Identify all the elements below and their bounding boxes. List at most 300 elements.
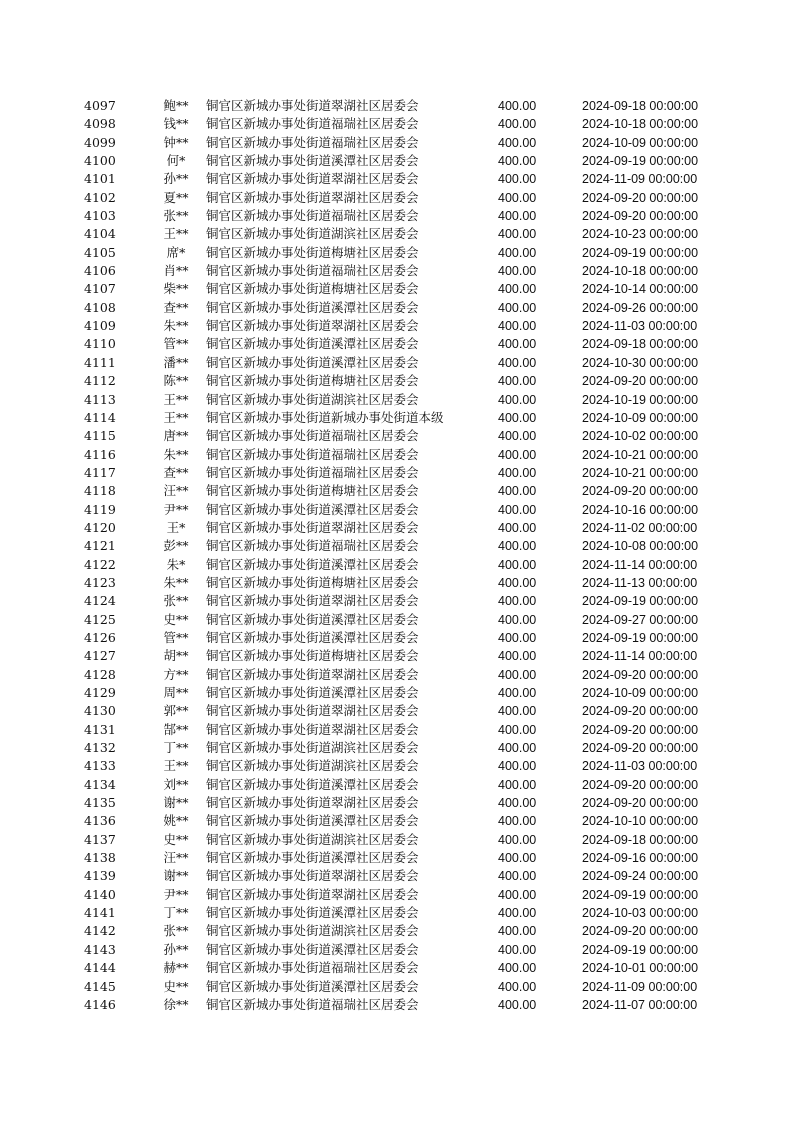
table-row [84, 97, 732, 115]
table-row [84, 739, 732, 757]
table-row [84, 317, 732, 335]
row-name-cell: 郜** [163, 721, 189, 737]
row-amount-cell: 400.00 [498, 924, 537, 939]
row-amount-cell: 400.00 [498, 227, 537, 242]
row-name-cell: 郭** [163, 703, 189, 719]
row-id-cell: 4108 [84, 299, 116, 315]
row-amount-cell: 400.00 [498, 869, 537, 884]
row-amount-cell: 400.00 [498, 135, 537, 150]
row-id-cell: 4137 [84, 831, 116, 847]
row-organization-cell: 铜官区新城办事处街道翠湖社区居委会 [206, 666, 419, 682]
table-row [84, 391, 732, 409]
row-organization-cell: 铜官区新城办事处街道福瑞社区居委会 [206, 464, 419, 480]
row-amount-cell: 400.00 [498, 906, 537, 921]
row-datetime-cell: 2024-09-19 00:00:00 [582, 154, 699, 169]
row-name-cell: 席* [166, 244, 186, 260]
table-row [84, 666, 732, 684]
row-organization-cell: 铜官区新城办事处街道梅塘社区居委会 [206, 483, 419, 499]
records-table-body [84, 97, 732, 1014]
row-amount-cell: 400.00 [498, 154, 537, 169]
row-name-cell: 孙** [163, 941, 189, 957]
row-organization-cell: 铜官区新城办事处街道湖滨社区居委会 [206, 758, 419, 774]
row-id-cell: 4102 [84, 189, 116, 205]
row-id-cell: 4106 [84, 263, 116, 279]
row-amount-cell: 400.00 [498, 630, 537, 645]
row-amount-cell: 400.00 [498, 520, 537, 535]
row-organization-cell: 铜官区新城办事处街道翠湖社区居委会 [206, 519, 419, 535]
row-id-cell: 4116 [84, 446, 116, 462]
row-name-cell: 彭** [163, 538, 189, 554]
row-name-cell: 查** [163, 464, 189, 480]
row-id-cell: 4117 [84, 464, 116, 480]
row-id-cell: 4146 [84, 996, 116, 1012]
row-name-cell: 王* [166, 519, 186, 535]
row-organization-cell: 铜官区新城办事处街道溪潭社区居委会 [206, 776, 419, 792]
row-name-cell: 胡** [163, 648, 189, 664]
row-amount-cell: 400.00 [498, 484, 537, 499]
row-name-cell: 丁** [163, 740, 189, 756]
row-id-cell: 4111 [84, 354, 116, 370]
row-name-cell: 柴** [163, 281, 189, 297]
row-id-cell: 4134 [84, 776, 116, 792]
row-name-cell: 方** [163, 666, 189, 682]
row-id-cell: 4098 [84, 116, 116, 132]
row-organization-cell: 铜官区新城办事处街道翠湖社区居委会 [206, 593, 419, 609]
row-amount-cell: 400.00 [498, 667, 537, 682]
table-row [84, 886, 732, 904]
row-organization-cell: 铜官区新城办事处街道溪潭社区居委会 [206, 850, 419, 866]
table-row [84, 244, 732, 262]
row-amount-cell: 400.00 [498, 759, 537, 774]
row-id-cell: 4141 [84, 905, 116, 921]
row-datetime-cell: 2024-09-20 00:00:00 [582, 704, 699, 719]
row-id-cell: 4136 [84, 813, 116, 829]
row-name-cell: 谢** [163, 795, 189, 811]
row-organization-cell: 铜官区新城办事处街道梅塘社区居委会 [206, 648, 419, 664]
row-datetime-cell: 2024-09-20 00:00:00 [582, 190, 699, 205]
row-datetime-cell: 2024-10-14 00:00:00 [582, 282, 699, 297]
row-id-cell: 4130 [84, 703, 116, 719]
row-datetime-cell: 2024-10-18 00:00:00 [582, 264, 699, 279]
row-amount-cell: 400.00 [498, 649, 537, 664]
table-row [84, 262, 732, 280]
row-name-cell: 管** [163, 336, 189, 352]
row-name-cell: 张** [163, 593, 189, 609]
row-organization-cell: 铜官区新城办事处街道湖滨社区居委会 [206, 740, 419, 756]
row-organization-cell: 铜官区新城办事处街道梅塘社区居委会 [206, 281, 419, 297]
row-datetime-cell: 2024-09-19 00:00:00 [582, 630, 699, 645]
row-datetime-cell: 2024-10-23 00:00:00 [582, 227, 699, 242]
row-amount-cell: 400.00 [498, 410, 537, 425]
row-organization-cell: 铜官区新城办事处街道溪潭社区居委会 [206, 556, 419, 572]
table-row [84, 134, 732, 152]
row-id-cell: 4144 [84, 960, 116, 976]
row-organization-cell: 铜官区新城办事处街道翠湖社区居委会 [206, 171, 419, 187]
row-name-cell: 唐** [163, 428, 189, 444]
row-organization-cell: 铜官区新城办事处街道溪潭社区居委会 [206, 978, 419, 994]
row-organization-cell: 铜官区新城办事处街道溪潭社区居委会 [206, 153, 419, 169]
table-row [84, 225, 732, 243]
row-organization-cell: 铜官区新城办事处街道翠湖社区居委会 [206, 795, 419, 811]
row-name-cell: 史** [163, 831, 189, 847]
row-id-cell: 4104 [84, 226, 116, 242]
row-datetime-cell: 2024-09-18 00:00:00 [582, 832, 699, 847]
table-row [84, 684, 732, 702]
table-row [84, 757, 732, 775]
row-datetime-cell: 2024-11-03 00:00:00 [582, 759, 698, 774]
row-datetime-cell: 2024-10-19 00:00:00 [582, 392, 699, 407]
row-id-cell: 4142 [84, 923, 116, 939]
row-id-cell: 4109 [84, 318, 116, 334]
row-name-cell: 汪** [163, 850, 189, 866]
row-amount-cell: 400.00 [498, 264, 537, 279]
row-datetime-cell: 2024-10-30 00:00:00 [582, 355, 699, 370]
row-name-cell: 王** [163, 226, 189, 242]
row-amount-cell: 400.00 [498, 245, 537, 260]
row-organization-cell: 铜官区新城办事处街道翠湖社区居委会 [206, 868, 419, 884]
row-id-cell: 4143 [84, 941, 116, 957]
table-row [84, 849, 732, 867]
row-id-cell: 4114 [84, 409, 116, 425]
row-organization-cell: 铜官区新城办事处街道溪潭社区居委会 [206, 905, 419, 921]
row-name-cell: 尹** [163, 501, 189, 517]
row-datetime-cell: 2024-09-20 00:00:00 [582, 924, 699, 939]
table-row [84, 574, 732, 592]
row-id-cell: 4133 [84, 758, 116, 774]
table-row [84, 372, 732, 390]
row-amount-cell: 400.00 [498, 557, 537, 572]
row-amount-cell: 400.00 [498, 429, 537, 444]
table-row [84, 354, 732, 372]
row-datetime-cell: 2024-11-03 00:00:00 [582, 319, 698, 334]
row-amount-cell: 400.00 [498, 374, 537, 389]
row-amount-cell: 400.00 [498, 465, 537, 480]
row-id-cell: 4135 [84, 795, 116, 811]
row-datetime-cell: 2024-09-27 00:00:00 [582, 612, 699, 627]
row-id-cell: 4125 [84, 611, 116, 627]
table-row [84, 409, 732, 427]
row-organization-cell: 铜官区新城办事处街道福瑞社区居委会 [206, 538, 419, 554]
row-amount-cell: 400.00 [498, 392, 537, 407]
row-datetime-cell: 2024-10-08 00:00:00 [582, 539, 699, 554]
table-row [84, 501, 732, 519]
table-row [84, 299, 732, 317]
row-amount-cell: 400.00 [498, 722, 537, 737]
table-row [84, 592, 732, 610]
row-id-cell: 4103 [84, 208, 116, 224]
row-name-cell: 谢** [163, 868, 189, 884]
table-row [84, 115, 732, 133]
row-id-cell: 4112 [84, 373, 116, 389]
row-datetime-cell: 2024-11-14 00:00:00 [582, 649, 698, 664]
row-name-cell: 张** [163, 208, 189, 224]
row-organization-cell: 铜官区新城办事处街道福瑞社区居委会 [206, 134, 419, 150]
table-row [84, 446, 732, 464]
row-datetime-cell: 2024-09-26 00:00:00 [582, 300, 699, 315]
row-organization-cell: 铜官区新城办事处街道溪潭社区居委会 [206, 354, 419, 370]
table-row [84, 519, 732, 537]
row-id-cell: 4122 [84, 556, 116, 572]
row-organization-cell: 铜官区新城办事处街道福瑞社区居委会 [206, 263, 419, 279]
row-datetime-cell: 2024-09-19 00:00:00 [582, 942, 699, 957]
table-row [84, 611, 732, 629]
row-name-cell: 王** [163, 409, 189, 425]
table-row [84, 812, 732, 830]
row-organization-cell: 铜官区新城办事处街道梅塘社区居委会 [206, 373, 419, 389]
row-amount-cell: 400.00 [498, 282, 537, 297]
row-name-cell: 查** [163, 299, 189, 315]
row-datetime-cell: 2024-10-01 00:00:00 [582, 961, 699, 976]
row-amount-cell: 400.00 [498, 979, 537, 994]
table-row [84, 776, 732, 794]
row-name-cell: 张** [163, 923, 189, 939]
row-id-cell: 4115 [84, 428, 116, 444]
row-amount-cell: 400.00 [498, 172, 537, 187]
row-id-cell: 4100 [84, 153, 116, 169]
row-amount-cell: 400.00 [498, 686, 537, 700]
row-datetime-cell: 2024-09-20 00:00:00 [582, 777, 699, 792]
row-id-cell: 4119 [84, 501, 116, 517]
row-organization-cell: 铜官区新城办事处街道湖滨社区居委会 [206, 391, 419, 407]
row-name-cell: 肖** [163, 263, 189, 279]
row-name-cell: 丁** [163, 905, 189, 921]
row-id-cell: 4105 [84, 244, 116, 260]
row-datetime-cell: 2024-10-03 00:00:00 [582, 906, 699, 921]
row-name-cell: 徐** [163, 996, 189, 1012]
row-datetime-cell: 2024-10-18 00:00:00 [582, 117, 699, 132]
row-name-cell: 史** [163, 978, 189, 994]
row-id-cell: 4120 [84, 519, 116, 535]
row-datetime-cell: 2024-09-16 00:00:00 [582, 851, 699, 866]
row-organization-cell: 铜官区新城办事处街道溪潭社区居委会 [206, 299, 419, 315]
row-amount-cell: 400.00 [498, 887, 537, 902]
row-datetime-cell: 2024-10-21 00:00:00 [582, 465, 699, 480]
row-name-cell: 刘** [163, 776, 189, 792]
row-datetime-cell: 2024-10-16 00:00:00 [582, 502, 699, 517]
row-organization-cell: 铜官区新城办事处街道福瑞社区居委会 [206, 116, 419, 132]
row-name-cell: 陈** [163, 373, 189, 389]
row-organization-cell: 铜官区新城办事处街道梅塘社区居委会 [206, 574, 419, 590]
row-organization-cell: 铜官区新城办事处街道溪潭社区居委会 [206, 629, 419, 645]
table-row [84, 170, 732, 188]
row-amount-cell: 400.00 [498, 961, 537, 976]
row-datetime-cell: 2024-10-10 00:00:00 [582, 814, 699, 829]
table-row [84, 427, 732, 445]
row-name-cell: 朱* [166, 556, 186, 572]
row-amount-cell: 400.00 [498, 190, 537, 205]
table-row [84, 904, 732, 922]
row-amount-cell: 400.00 [498, 300, 537, 315]
table-row [84, 941, 732, 959]
row-id-cell: 4113 [84, 391, 116, 407]
row-amount-cell: 400.00 [498, 796, 537, 811]
row-datetime-cell: 2024-09-20 00:00:00 [582, 484, 699, 499]
records-table [84, 97, 732, 1014]
row-organization-cell: 铜官区新城办事处街道新城办事处街道本级 [206, 409, 444, 425]
row-datetime-cell: 2024-11-13 00:00:00 [582, 575, 698, 590]
row-datetime-cell: 2024-10-09 00:00:00 [582, 410, 699, 425]
row-amount-cell: 400.00 [498, 594, 537, 609]
row-name-cell: 汪** [163, 483, 189, 499]
table-row [84, 152, 732, 170]
row-id-cell: 4099 [84, 134, 116, 150]
table-row [84, 556, 732, 574]
row-amount-cell: 400.00 [498, 539, 537, 554]
row-name-cell: 朱** [163, 446, 189, 462]
row-id-cell: 4126 [84, 629, 116, 645]
row-amount-cell: 400.00 [498, 337, 537, 352]
row-id-cell: 4110 [84, 336, 116, 352]
row-id-cell: 4118 [84, 483, 116, 499]
row-organization-cell: 铜官区新城办事处街道福瑞社区居委会 [206, 446, 419, 462]
row-name-cell: 周** [163, 685, 189, 700]
table-row [84, 721, 732, 739]
table-row [84, 996, 732, 1014]
row-id-cell: 4097 [84, 98, 116, 113]
row-name-cell: 尹** [163, 886, 189, 902]
table-row [84, 464, 732, 482]
row-amount-cell: 400.00 [498, 777, 537, 792]
row-name-cell: 钟** [163, 134, 189, 150]
row-organization-cell: 铜官区新城办事处街道湖滨社区居委会 [206, 923, 419, 939]
table-row [84, 794, 732, 812]
table-row [84, 537, 732, 555]
row-organization-cell: 铜官区新城办事处街道溪潭社区居委会 [206, 813, 419, 829]
row-organization-cell: 铜官区新城办事处街道翠湖社区居委会 [206, 98, 419, 113]
row-id-cell: 4131 [84, 721, 116, 737]
row-amount-cell: 400.00 [498, 942, 537, 957]
table-row [84, 629, 732, 647]
row-datetime-cell: 2024-10-09 00:00:00 [582, 686, 699, 700]
row-datetime-cell: 2024-09-20 00:00:00 [582, 796, 699, 811]
row-id-cell: 4129 [84, 685, 116, 700]
row-name-cell: 王** [163, 758, 189, 774]
table-row [84, 922, 732, 940]
row-name-cell: 潘** [163, 354, 189, 370]
row-organization-cell: 铜官区新城办事处街道翠湖社区居委会 [206, 886, 419, 902]
row-organization-cell: 铜官区新城办事处街道梅塘社区居委会 [206, 244, 419, 260]
row-name-cell: 管** [163, 629, 189, 645]
row-id-cell: 4139 [84, 868, 116, 884]
row-organization-cell: 铜官区新城办事处街道湖滨社区居委会 [206, 226, 419, 242]
row-amount-cell: 400.00 [498, 99, 537, 113]
row-name-cell: 钱** [163, 116, 189, 132]
row-id-cell: 4132 [84, 740, 116, 756]
row-amount-cell: 400.00 [498, 117, 537, 132]
row-datetime-cell: 2024-09-19 00:00:00 [582, 245, 699, 260]
row-datetime-cell: 2024-09-24 00:00:00 [582, 869, 699, 884]
table-row [84, 647, 732, 665]
row-amount-cell: 400.00 [498, 355, 537, 370]
row-name-cell: 史** [163, 611, 189, 627]
row-name-cell: 王** [163, 391, 189, 407]
row-organization-cell: 铜官区新城办事处街道溪潭社区居委会 [206, 501, 419, 517]
row-datetime-cell: 2024-10-02 00:00:00 [582, 429, 699, 444]
row-datetime-cell: 2024-09-18 00:00:00 [582, 337, 699, 352]
row-organization-cell: 铜官区新城办事处街道福瑞社区居委会 [206, 208, 419, 224]
row-datetime-cell: 2024-11-07 00:00:00 [582, 997, 698, 1012]
row-datetime-cell: 2024-11-09 00:00:00 [582, 172, 698, 187]
row-datetime-cell: 2024-09-20 00:00:00 [582, 722, 699, 737]
row-id-cell: 4121 [84, 538, 116, 554]
table-row [84, 280, 732, 298]
row-name-cell: 姚** [163, 813, 189, 829]
row-datetime-cell: 2024-11-14 00:00:00 [582, 557, 698, 572]
row-name-cell: 鲍** [163, 98, 189, 113]
row-datetime-cell: 2024-09-20 00:00:00 [582, 374, 699, 389]
row-id-cell: 4107 [84, 281, 116, 297]
row-organization-cell: 铜官区新城办事处街道溪潭社区居委会 [206, 336, 419, 352]
row-id-cell: 4140 [84, 886, 116, 902]
row-id-cell: 4123 [84, 574, 116, 590]
table-row [84, 702, 732, 720]
row-amount-cell: 400.00 [498, 832, 537, 847]
row-organization-cell: 铜官区新城办事处街道溪潭社区居委会 [206, 685, 419, 700]
row-amount-cell: 400.00 [498, 814, 537, 829]
row-organization-cell: 铜官区新城办事处街道翠湖社区居委会 [206, 721, 419, 737]
row-organization-cell: 铜官区新城办事处街道溪潭社区居委会 [206, 941, 419, 957]
table-row [84, 978, 732, 996]
row-datetime-cell: 2024-10-09 00:00:00 [582, 135, 699, 150]
row-datetime-cell: 2024-09-19 00:00:00 [582, 594, 699, 609]
row-datetime-cell: 2024-09-20 00:00:00 [582, 741, 699, 756]
row-name-cell: 何* [166, 153, 186, 169]
table-row [84, 335, 732, 353]
row-datetime-cell: 2024-11-09 00:00:00 [582, 979, 698, 994]
row-amount-cell: 400.00 [498, 447, 537, 462]
table-row [84, 189, 732, 207]
row-amount-cell: 400.00 [498, 209, 537, 224]
row-id-cell: 4128 [84, 666, 116, 682]
table-row [84, 831, 732, 849]
row-organization-cell: 铜官区新城办事处街道福瑞社区居委会 [206, 960, 419, 976]
row-id-cell: 4145 [84, 978, 116, 994]
row-amount-cell: 400.00 [498, 741, 537, 756]
row-amount-cell: 400.00 [498, 704, 537, 719]
row-datetime-cell: 2024-09-20 00:00:00 [582, 209, 699, 224]
row-organization-cell: 铜官区新城办事处街道湖滨社区居委会 [206, 831, 419, 847]
row-name-cell: 朱** [163, 318, 189, 334]
row-amount-cell: 400.00 [498, 502, 537, 517]
row-amount-cell: 400.00 [498, 851, 537, 866]
row-datetime-cell: 2024-09-19 00:00:00 [582, 887, 699, 902]
row-datetime-cell: 2024-09-18 00:00:00 [582, 99, 699, 113]
row-organization-cell: 铜官区新城办事处街道翠湖社区居委会 [206, 189, 419, 205]
row-name-cell: 赫** [163, 960, 189, 976]
table-row [84, 959, 732, 977]
row-name-cell: 孙** [163, 171, 189, 187]
table-row [84, 207, 732, 225]
row-amount-cell: 400.00 [498, 319, 537, 334]
row-name-cell: 夏** [163, 189, 189, 205]
row-amount-cell: 400.00 [498, 612, 537, 627]
table-row [84, 482, 732, 500]
row-organization-cell: 铜官区新城办事处街道福瑞社区居委会 [206, 428, 419, 444]
row-id-cell: 4138 [84, 850, 116, 866]
row-organization-cell: 铜官区新城办事处街道翠湖社区居委会 [206, 318, 419, 334]
row-datetime-cell: 2024-10-21 00:00:00 [582, 447, 699, 462]
row-datetime-cell: 2024-11-02 00:00:00 [582, 520, 698, 535]
row-id-cell: 4101 [84, 171, 116, 187]
row-id-cell: 4124 [84, 593, 116, 609]
row-datetime-cell: 2024-09-20 00:00:00 [582, 667, 699, 682]
row-amount-cell: 400.00 [498, 575, 537, 590]
row-organization-cell: 铜官区新城办事处街道溪潭社区居委会 [206, 611, 419, 627]
row-organization-cell: 铜官区新城办事处街道福瑞社区居委会 [206, 996, 419, 1012]
row-organization-cell: 铜官区新城办事处街道翠湖社区居委会 [206, 703, 419, 719]
row-name-cell: 朱** [163, 574, 189, 590]
row-amount-cell: 400.00 [498, 997, 537, 1012]
